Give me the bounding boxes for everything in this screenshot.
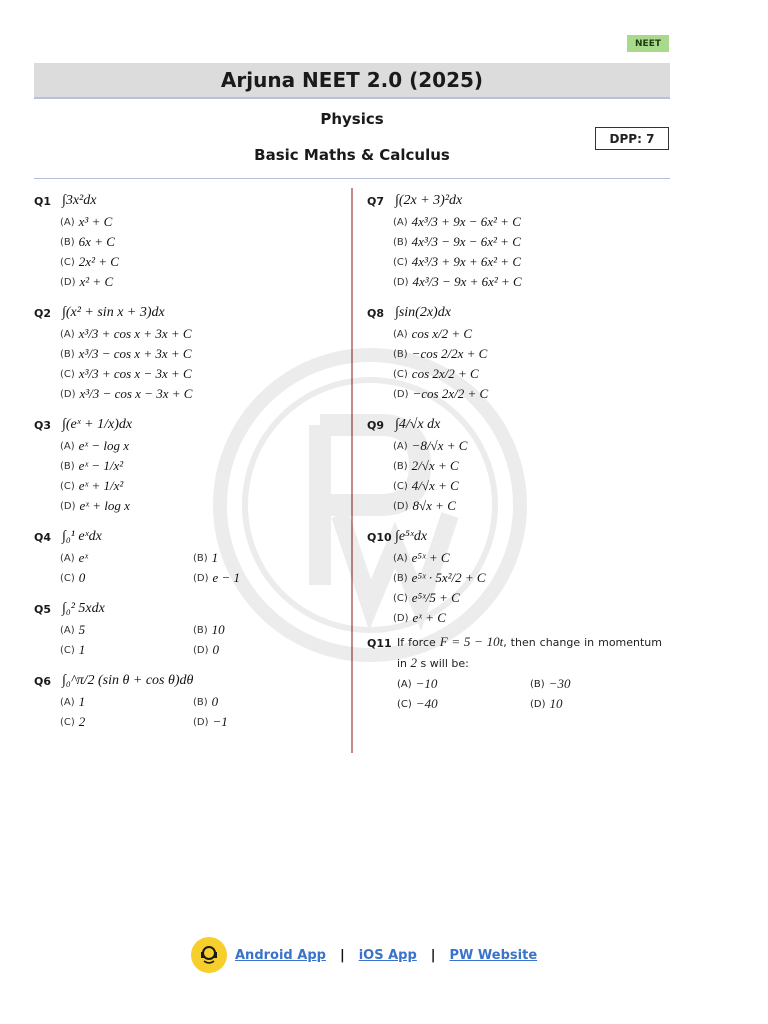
question-text: ∫₀¹ eˣdx [62, 529, 102, 544]
option-d: (D) 0 [193, 642, 220, 657]
option-b: (B) −cos 2/2x + C [393, 346, 488, 361]
right-column [367, 190, 667, 714]
options-grid [34, 548, 334, 588]
option-d: (D) x² + C [60, 274, 114, 289]
option-d: (D) −1 [193, 714, 228, 729]
options-grid [34, 692, 334, 732]
option-b: (B) x³/3 − cos x + 3x + C [60, 346, 192, 361]
question-11 [367, 632, 667, 714]
option-c: (C) e⁵ˣ/5 + C [393, 590, 460, 605]
question-q7 [367, 190, 667, 292]
option-d: (D) 10 [530, 696, 563, 711]
subject-heading: Physics [320, 110, 384, 128]
neet-badge: NEET [627, 35, 669, 52]
question-text: ∫3x²dx [62, 193, 97, 208]
options-grid [34, 620, 334, 660]
question-number: Q8 [367, 306, 385, 320]
question-number: Q5 [34, 602, 52, 616]
option-b: (B) 4x³/3 − 9x − 6x² + C [393, 234, 521, 249]
title-bar [34, 63, 670, 99]
header-divider [34, 178, 670, 179]
option-c: (C) cos 2x/2 + C [393, 366, 479, 381]
question-q8 [367, 302, 667, 404]
option-d: (D) eˣ + log x [60, 498, 130, 513]
option-b: (B) 0 [193, 694, 219, 709]
footer [191, 936, 537, 974]
question-q2 [34, 302, 334, 404]
question-number: Q2 [34, 306, 52, 320]
question-text: ∫(eˣ + 1/x)dx [62, 417, 133, 432]
question-number: Q1 [34, 194, 52, 208]
option-d: (D) e − 1 [193, 570, 241, 585]
question-q6 [34, 670, 334, 732]
option-c: (C) 4x³/3 + 9x + 6x² + C [393, 254, 522, 269]
question-11-text: If force F = 5 − 10t, then change in momentum in 2 s will be: [397, 634, 662, 670]
option-c: (C) 2x² + C [60, 254, 119, 269]
option-a: (A) cos x/2 + C [393, 326, 473, 341]
option-c: (C) x³/3 + cos x − 3x + C [60, 366, 192, 381]
option-a: (A) eˣ − log x [60, 438, 129, 453]
option-c: (C) −40 [397, 696, 438, 711]
question-text: ∫e⁵ˣdx [395, 529, 428, 544]
option-b: (B) eˣ − 1/x² [60, 458, 124, 473]
option-b: (B) 1 [193, 550, 219, 565]
question-q1 [34, 190, 334, 292]
question-text: ∫4/√x dx [395, 417, 441, 432]
option-c: (C) eˣ + 1/x² [60, 478, 124, 493]
option-b: (B) 10 [193, 622, 225, 637]
question-text: ∫₀^π/2 (sin θ + cos θ)dθ [62, 673, 194, 688]
option-b: (B) 6x + C [60, 234, 115, 249]
footer-separator: | [430, 947, 436, 963]
option-a: (A) 5 [60, 622, 86, 637]
footer-separator: | [339, 947, 345, 963]
question-number: Q9 [367, 418, 385, 432]
ios-app-link[interactable]: iOS App [358, 947, 417, 963]
option-a: (A) x³/3 + cos x + 3x + C [60, 326, 192, 341]
option-c: (C) 2 [60, 714, 86, 729]
option-d: (D) −cos 2x/2 + C [393, 386, 489, 401]
question-number: Q3 [34, 418, 52, 432]
option-a: (A) 4x³/3 + 9x − 6x² + C [393, 214, 521, 229]
option-d: (D) 8√x + C [393, 498, 456, 513]
question-number: Q10 [367, 530, 392, 544]
option-a: (A) x³ + C [60, 214, 113, 229]
force-formula: F = 5 − 10t [439, 634, 504, 649]
question-q9 [367, 414, 667, 516]
option-a: (A) e⁵ˣ + C [393, 550, 450, 565]
page-title: Arjuna NEET 2.0 (2025) [220, 68, 484, 92]
left-column [34, 190, 334, 732]
question-text: ∫₀² 5xdx [62, 601, 105, 616]
time-value: 2 [410, 655, 418, 670]
question-text: ∫sin(2x)dx [395, 305, 451, 320]
question-q3 [34, 414, 334, 516]
option-c: (C) 4/√x + C [393, 478, 459, 493]
question-number: Q4 [34, 530, 52, 544]
question-q4 [34, 526, 334, 588]
question-text: ∫(x² + sin x + 3)dx [62, 305, 165, 320]
question-q5 [34, 598, 334, 660]
option-b: (B) 2/√x + C [393, 458, 459, 473]
question-number: Q11 [367, 636, 392, 650]
customer-service-icon [191, 937, 227, 973]
option-a: (A) 1 [60, 694, 86, 709]
option-d: (D) eˣ + C [393, 610, 446, 625]
option-b: (B) −30 [530, 676, 571, 691]
chapter-heading: Basic Maths & Calculus [254, 146, 450, 164]
option-a: (A) eˣ [60, 550, 89, 565]
question-q10 [367, 526, 667, 628]
option-c: (C) 0 [60, 570, 86, 585]
pw-website-link[interactable]: PW Website [449, 947, 538, 963]
android-app-link[interactable]: Android App [235, 947, 326, 963]
option-c: (C) 1 [60, 642, 86, 657]
option-d: (D) 4x³/3 − 9x + 6x² + C [393, 274, 522, 289]
question-text: ∫(2x + 3)²dx [395, 193, 463, 208]
dpp-label: DPP: 7 [595, 127, 669, 150]
option-d: (D) x³/3 − cos x − 3x + C [60, 386, 193, 401]
q11-options [367, 674, 667, 714]
option-b: (B) e⁵ˣ · 5x²/2 + C [393, 570, 486, 585]
option-a: (A) −10 [397, 676, 438, 691]
question-number: Q6 [34, 674, 52, 688]
question-number: Q7 [367, 194, 385, 208]
option-a: (A) −8/√x + C [393, 438, 468, 453]
